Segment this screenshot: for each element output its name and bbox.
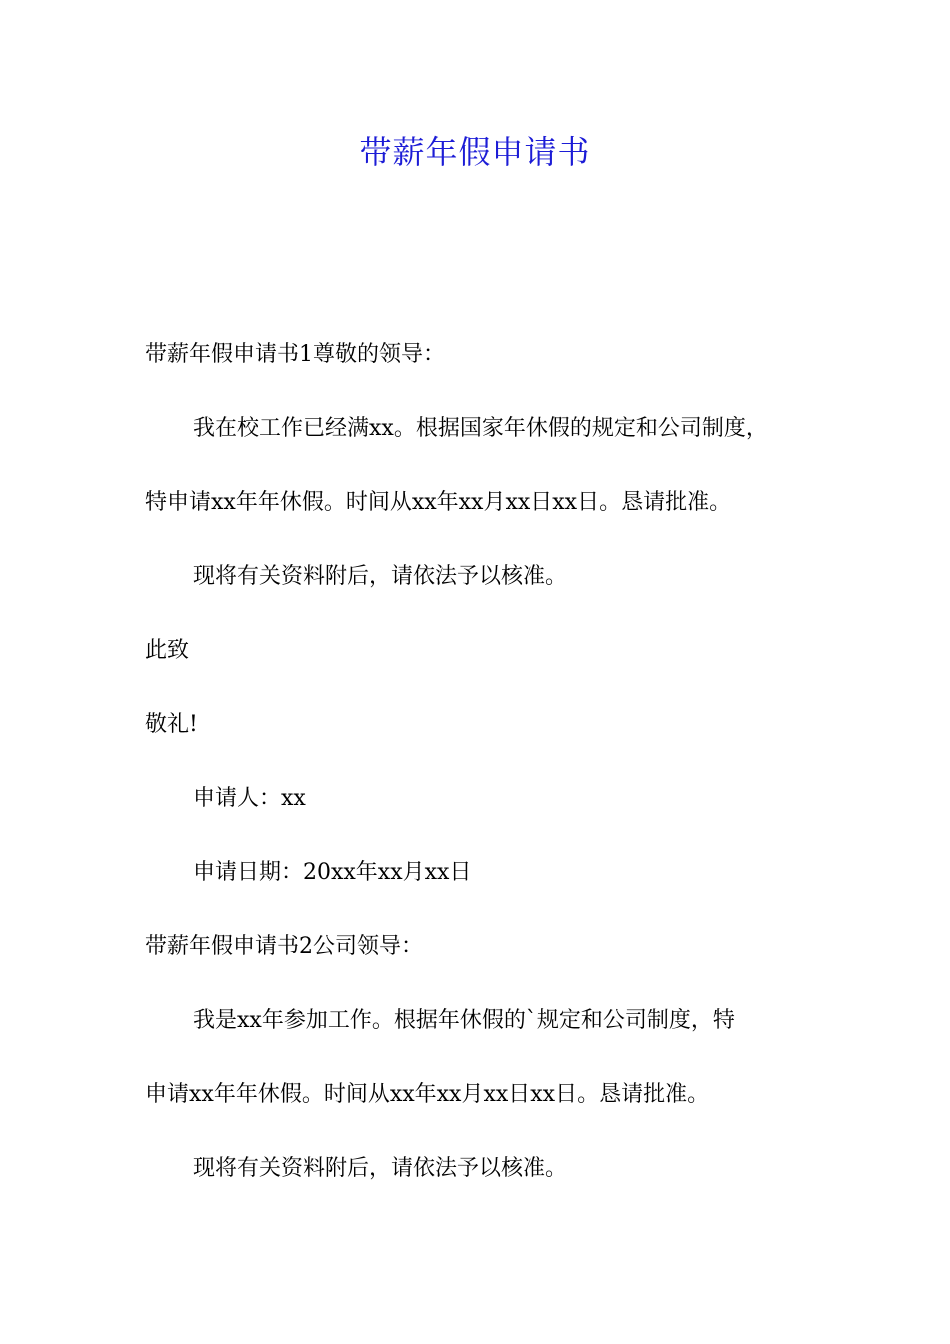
paragraph-3: 特申请xx年年休假。时间从xx年xx月xx日xx日。恳请批准。 (145, 490, 732, 515)
paragraph-9-salutation: 带薪年假申请书2公司领导： (145, 934, 423, 959)
document-title: 带薪年假申请书 (359, 133, 591, 171)
paragraph-11: 申请xx年年休假。时间从xx年xx月xx日xx日。恳请批准。 (145, 1082, 710, 1107)
document-body (145, 336, 845, 1224)
closing-line-2: 敬礼! (145, 712, 198, 737)
paragraph-10: 我是xx年参加工作。根据年休假的`规定和公司制度，特 (193, 1008, 735, 1033)
paragraph-1-salutation: 带薪年假申请书1尊敬的领导： (145, 342, 445, 367)
paragraph-4: 现将有关资料附后，请依法予以核准。 (193, 564, 568, 589)
paragraph-2: 我在校工作已经满xx。根据国家年休假的规定和公司制度， (193, 416, 768, 441)
date-line: 申请日期：20xx年xx月xx日 (193, 860, 472, 885)
applicant-line: 申请人：xx (193, 786, 306, 811)
closing-line-1: 此致 (145, 638, 190, 663)
paragraph-12: 现将有关资料附后，请依法予以核准。 (193, 1156, 568, 1181)
